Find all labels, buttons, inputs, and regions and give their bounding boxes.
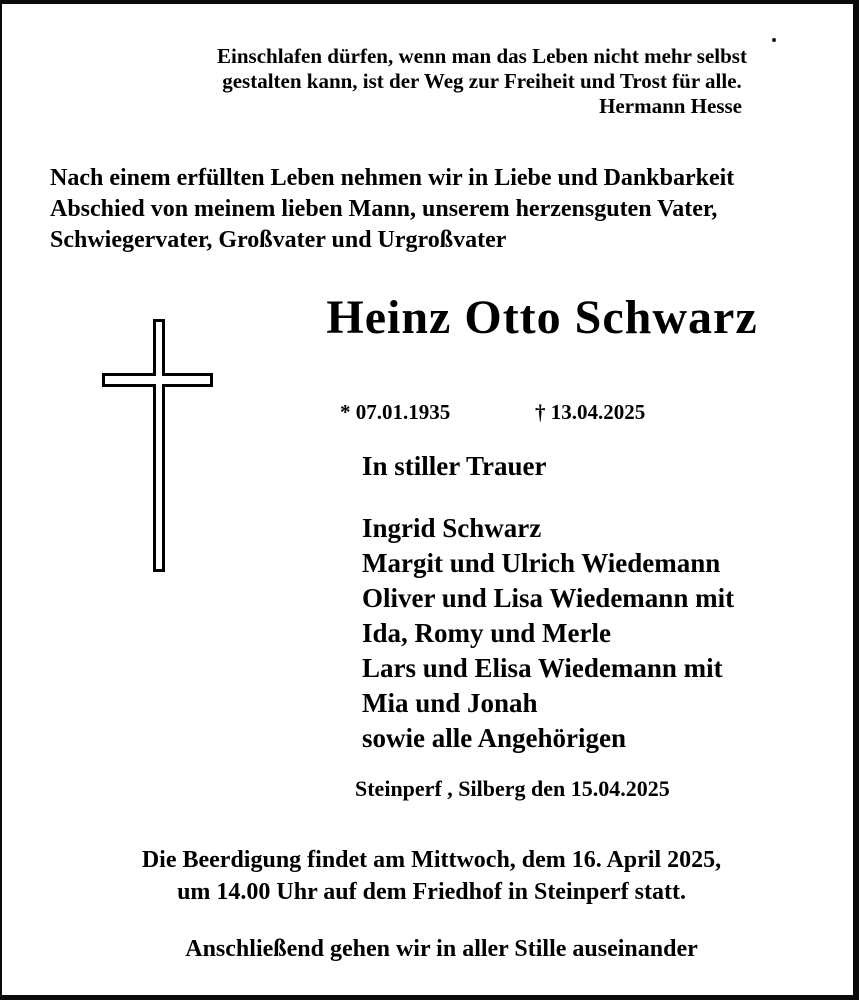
quote-line: Einschlafen dürfen, wenn man das Leben nicht mehr selbst: [217, 44, 747, 68]
deceased-name: Heinz Otto Schwarz: [326, 291, 758, 344]
quote-line: gestalten kann, ist der Weg zur Freiheit und Trost für alle.: [222, 69, 742, 93]
mourning-heading: In stiller Trauer: [362, 451, 547, 481]
funeral-line: Die Beerdigung findet am Mittwoch, dem 16. April 2025,: [141, 847, 722, 873]
family-list: [362, 511, 832, 756]
family-member-line: Mia und Jonah: [362, 688, 538, 718]
intro-line: Schwiegervater, Großvater und Urgroßvater: [50, 227, 507, 253]
funeral-line: um 14.00 Uhr auf dem Friedhof in Steinperf statt.: [177, 879, 686, 905]
family-member-line: Ida, Romy und Merle: [362, 618, 611, 648]
intro-line: Abschied von meinem lieben Mann, unserem herzensguten Vater,: [50, 196, 718, 222]
place-dateline: Steinperf , Silberg den 15.04.2025: [355, 776, 670, 801]
intro-line: Nach einem erfüllten Leben nehmen wir in Liebe und Dankbarkeit: [50, 165, 735, 191]
family-member-line: Ingrid Schwarz: [362, 513, 542, 543]
family-member-line: sowie alle Angehörigen: [362, 723, 626, 753]
scan-artifact-dot: [772, 38, 776, 42]
memorial-cross-icon: [99, 316, 219, 574]
family-member-line: Margit und Ulrich Wiedemann: [362, 548, 721, 578]
intro-paragraph: [50, 163, 840, 256]
family-member-line: Oliver und Lisa Wiedemann mit: [362, 583, 735, 613]
family-member-line: Lars und Elisa Wiedemann mit: [362, 653, 723, 683]
quote-attribution: Hermann Hesse: [599, 94, 742, 118]
funeral-announcement: [2, 844, 859, 908]
birth-date: * 07.01.1935: [340, 400, 451, 424]
death-date: † 13.04.2025: [535, 400, 646, 424]
closing-line: Anschließend gehen wir in aller Stille auseinander: [185, 936, 698, 962]
quote-block: [187, 44, 777, 119]
